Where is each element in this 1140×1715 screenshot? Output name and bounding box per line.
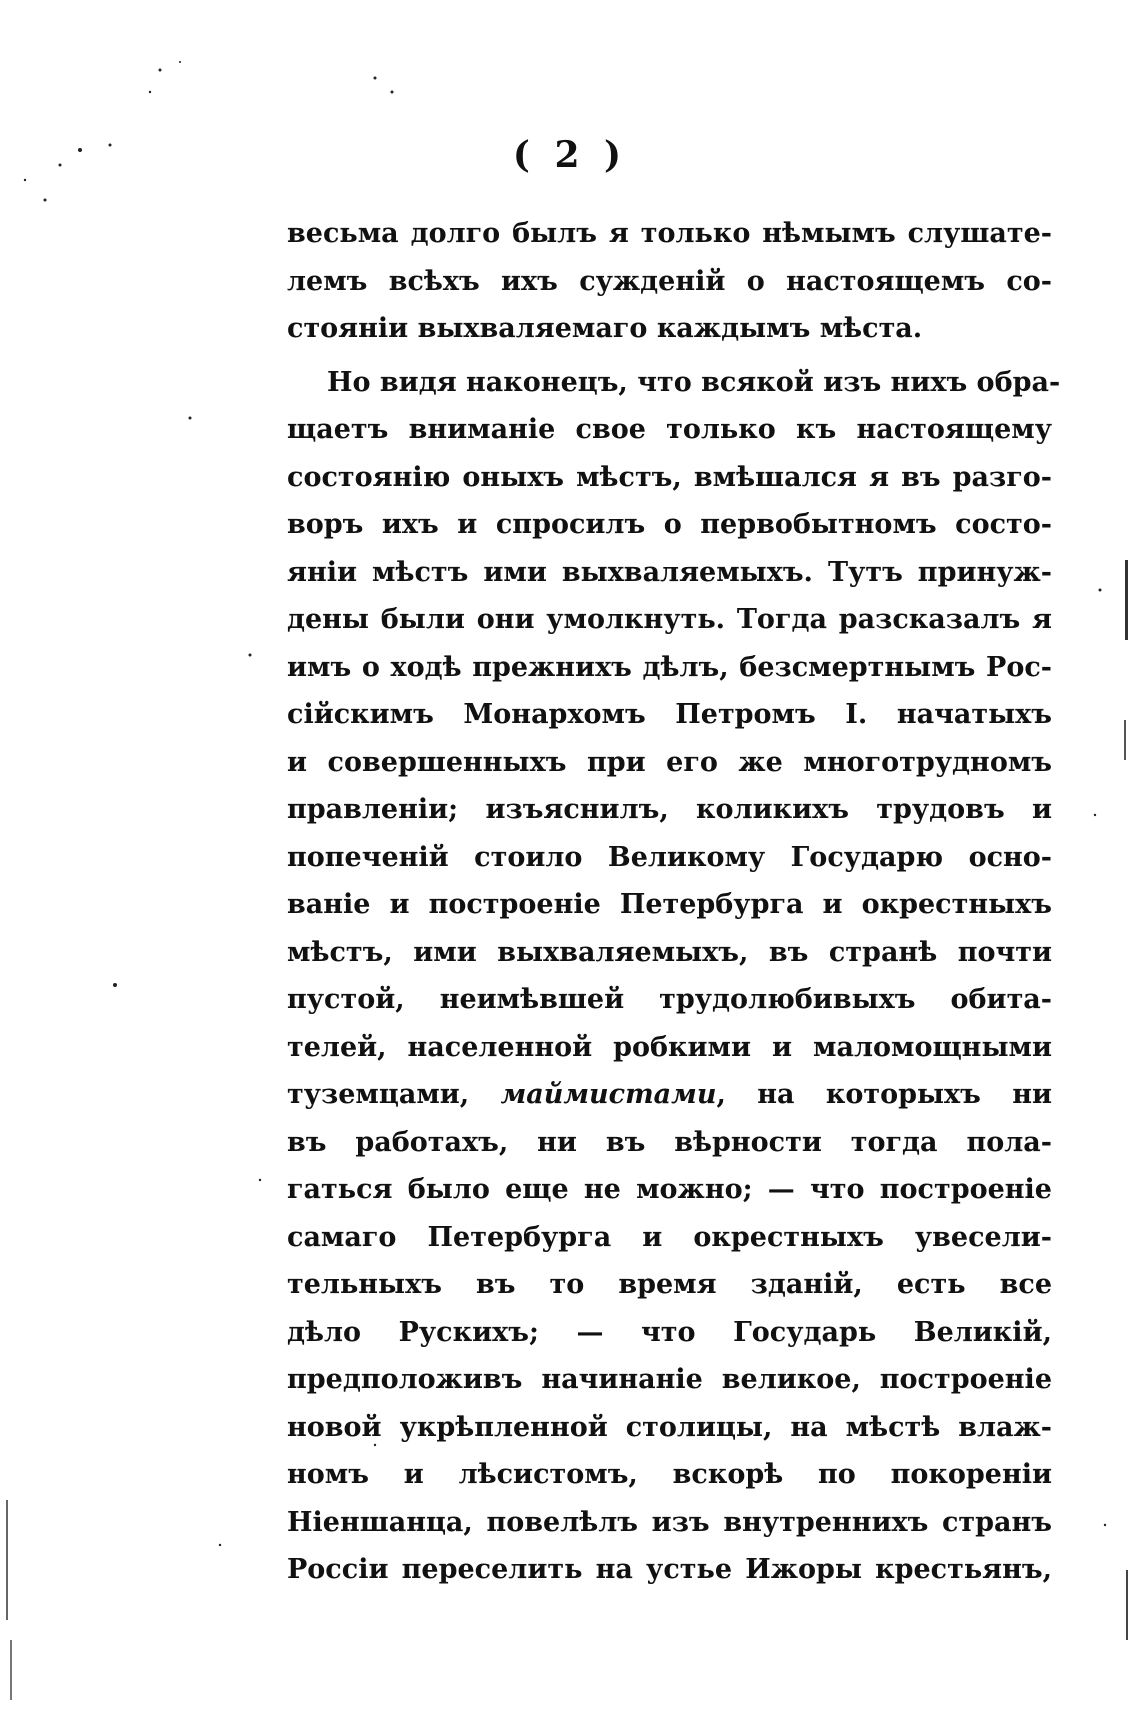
- text-line: Россіи переселить на устье Ижоры крестьянъ,: [287, 1554, 1052, 1585]
- text-line: стояніи выхваляемаго каждымъ мѣста.: [287, 313, 923, 344]
- text-line: имъ о ходѣ прежнихъ дѣлъ, безсмертнымъ Рос-: [287, 651, 1052, 683]
- text-line: дены были они умолкнуть. Тогда разсказалъ я: [287, 604, 1052, 635]
- text-line: весьма долго былъ я только нѣмымъ слушате-: [287, 218, 1052, 249]
- text-line: яніи мѣстъ ими выхваляемыхъ. Тутъ принуж-: [287, 556, 1052, 588]
- text-line: попеченій стоило Великому Государю осно-: [287, 841, 1052, 873]
- text-segment: , на которыхъ ни: [716, 1079, 1052, 1110]
- text-line: дѣло Рускихъ; — что Государь Великій,: [287, 1316, 1052, 1348]
- text-line: въ работахъ, ни въ вѣрности тогда пола-: [287, 1126, 1052, 1158]
- text-line: воръ ихъ и спросилъ о первобытномъ состо-: [287, 509, 1052, 540]
- text-line: мѣстъ, ими выхваляемыхъ, въ странѣ почти: [287, 936, 1052, 968]
- text-line: состоянію оныхъ мѣстъ, вмѣшался я въ разго-: [287, 461, 1052, 493]
- text-line: сійскимъ Монархомъ Петромъ I. начатыхъ: [287, 699, 1052, 730]
- text-line: и совершенныхъ при его же многотрудномъ: [287, 746, 1052, 778]
- text-line: щаетъ вниманіе свое только къ настоящему: [287, 414, 1052, 445]
- text-line: Ніеншанца, повелѣлъ изъ внутреннихъ странъ: [287, 1506, 1052, 1538]
- text-line: предположивъ начинаніе великое, построеніе: [287, 1364, 1052, 1395]
- text-line: ваніе и построеніе Петербурга и окрестныхъ: [287, 889, 1052, 920]
- text-line: тельныхъ въ то время зданій, есть все: [287, 1269, 1052, 1300]
- italic-term: маймистами: [500, 1079, 717, 1110]
- text-line-with-italic: [287, 1071, 1052, 1119]
- text-line: самаго Петербурга и окрестныхъ увесели-: [287, 1221, 1052, 1253]
- text-segment: туземцами,: [287, 1079, 470, 1110]
- text-line: пустой, неимѣвшей трудолюбивыхъ обита-: [287, 984, 1052, 1015]
- text-line: лемъ всѣхъ ихъ сужденій о настоящемъ со-: [287, 265, 1052, 297]
- body-text: [287, 210, 1061, 1594]
- text-line: гаться было еще не можно; — что построеніе: [287, 1174, 1052, 1205]
- text-line: номъ и лѣсистомъ, вскорѣ по покореніи: [287, 1459, 1052, 1490]
- text-line: новой укрѣпленной столицы, на мѣстѣ влаж-: [287, 1411, 1052, 1443]
- text-line: телей, населенной робкими и маломощными: [287, 1031, 1052, 1063]
- text-line: правленіи; изъяснилъ, коликихъ трудовъ и: [287, 794, 1052, 825]
- text-line: Но видя наконецъ, что всякой изъ нихъ обра-: [327, 366, 1061, 398]
- page-number: ( 2 ): [512, 134, 628, 176]
